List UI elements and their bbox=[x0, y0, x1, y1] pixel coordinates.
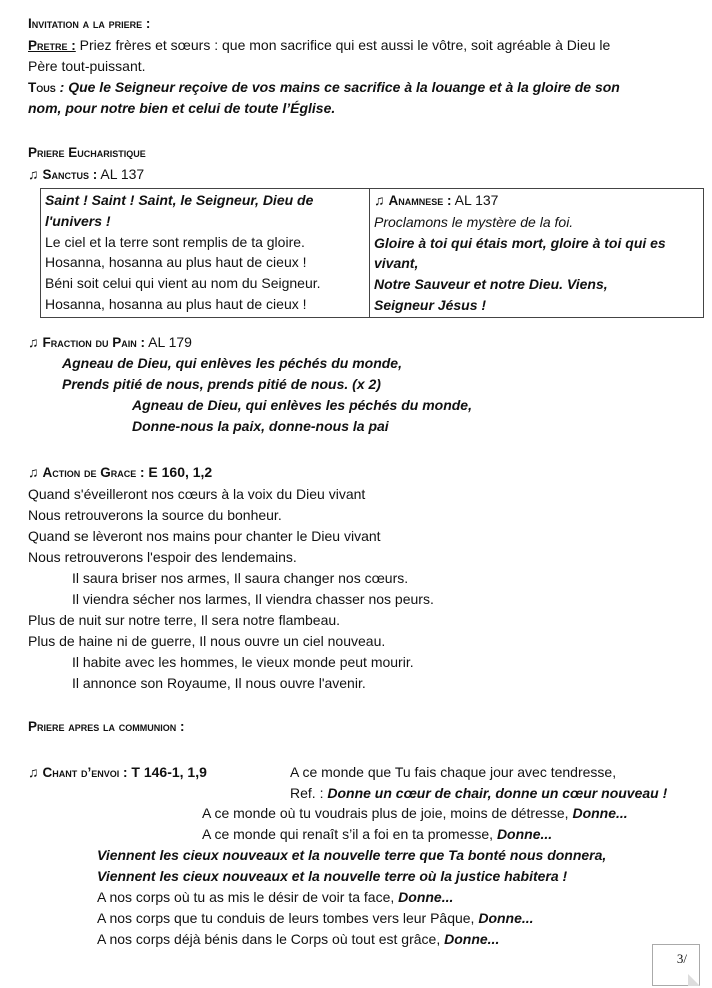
envoi-text: A nos corps que tu conduis de leurs tombes vers leur Pâque, bbox=[97, 910, 479, 926]
sanctus-line: Hosanna, hosanna au plus haut de cieux ! bbox=[45, 295, 307, 312]
envoi-line bbox=[202, 824, 552, 844]
tous-text-cont: nom, pour notre bien et celui de toute l’Église. bbox=[28, 100, 336, 116]
fraction-line: Agneau de Dieu, qui enlèves les péchés du monde, bbox=[62, 355, 402, 371]
chant-envoi-ref: T 146-1, 1,9 bbox=[127, 764, 207, 780]
action-line: Nous retrouverons l'espoir des lendemains. bbox=[28, 549, 297, 565]
action-line: Il annonce son Royaume, Il nous ouvre l'avenir. bbox=[72, 675, 366, 691]
envoi-line bbox=[97, 887, 453, 907]
fraction-line: Donne-nous la paix, donne-nous la pai bbox=[132, 418, 389, 434]
fraction-heading bbox=[28, 332, 192, 353]
music-note-icon: ♫ bbox=[28, 464, 39, 480]
sanctus-line: Béni soit celui qui vient au nom du Seigneur. bbox=[45, 275, 321, 292]
music-note-icon: ♫ bbox=[28, 334, 39, 350]
invitation-heading: Invitation a la priere : bbox=[28, 16, 151, 31]
music-note-icon: ♫ bbox=[28, 764, 39, 780]
refrain-text: Donne un cœur de chair, donne un cœur nouveau ! bbox=[327, 785, 668, 801]
tous-text: : Que le Seigneur reçoive de vos mains ce sacrifice à la louange et à la gloire de son bbox=[55, 79, 620, 95]
pretre-line bbox=[28, 35, 610, 56]
action-line: Il viendra sécher nos larmes, Il viendra chasser nos peurs. bbox=[72, 591, 434, 607]
action-line: Quand se lèveront nos mains pour chanter le Dieu vivant bbox=[28, 528, 381, 544]
page-number: 3/ bbox=[676, 951, 687, 966]
action-de-grace-label: Action de Grace : bbox=[42, 465, 145, 480]
envoi-refrain bbox=[290, 783, 667, 803]
envoi-line bbox=[202, 803, 628, 823]
anamnese-ref: AL 137 bbox=[451, 192, 499, 208]
ref-label: Ref. : bbox=[290, 785, 328, 801]
envoi-line bbox=[97, 908, 534, 928]
action-line: Plus de nuit sur notre terre, Il sera notre flambeau. bbox=[28, 612, 341, 628]
anamnese-line: Seigneur Jésus ! bbox=[374, 296, 487, 313]
action-line: Plus de haine ni de guerre, Il nous ouvre un ciel nouveau. bbox=[28, 633, 386, 649]
anamnese-label: Anamnese : bbox=[388, 193, 452, 208]
envoi-text: A nos corps où tu as mis le désir de voir ta face, bbox=[97, 889, 399, 905]
chant-envoi-label: Chant d’envoi : bbox=[42, 765, 128, 780]
anamnese-intro: Proclamons le mystère de la foi. bbox=[374, 213, 574, 230]
fraction-line: Prends pitié de nous, prends pitié de nous. (x 2) bbox=[62, 376, 381, 392]
tous-line bbox=[28, 77, 620, 98]
anamnese-cell bbox=[370, 189, 704, 318]
sanctus-label: Sanctus : bbox=[42, 167, 98, 182]
sanctus-anamnese-table bbox=[40, 188, 704, 318]
sanctus-line: l'univers ! bbox=[45, 212, 111, 229]
chant-envoi-heading bbox=[28, 762, 207, 783]
music-note-icon: ♫ bbox=[374, 192, 385, 208]
fraction-label: Fraction du Pain : bbox=[42, 335, 145, 350]
pretre-text-cont: Père tout-puissant. bbox=[28, 58, 146, 74]
sanctus-heading bbox=[28, 164, 144, 185]
page-fold-icon bbox=[688, 974, 700, 986]
music-note-icon: ♫ bbox=[28, 166, 39, 182]
priere-eucharistique-heading: Priere Eucharistique bbox=[28, 145, 146, 160]
fraction-line: Agneau de Dieu, qui enlèves les péchés du monde, bbox=[132, 397, 472, 413]
anamnese-line: Gloire à toi qui étais mort, gloire à toi qui es bbox=[374, 234, 666, 251]
envoi-line: Viennent les cieux nouveaux et la nouvelle terre que Ta bonté nous donnera, bbox=[97, 847, 607, 863]
anamnese-line: vivant, bbox=[374, 255, 419, 272]
envoi-line: A ce monde que Tu fais chaque jour avec tendresse, bbox=[290, 764, 617, 780]
donne-text: Donne... bbox=[398, 889, 454, 905]
sanctus-line: Le ciel et la terre sont remplis de ta gloire. bbox=[45, 233, 305, 250]
pretre-label: Pretre : bbox=[28, 38, 76, 53]
envoi-line bbox=[97, 929, 499, 949]
donne-text: Donne... bbox=[444, 931, 500, 947]
sanctus-line: Saint ! Saint ! Saint, le Seigneur, Dieu de bbox=[45, 192, 314, 208]
envoi-text: A ce monde où tu voudrais plus de joie, moins de détresse, bbox=[202, 805, 573, 821]
page-number-box bbox=[652, 944, 700, 986]
envoi-text: A nos corps déjà bénis dans le Corps où tout est grâce, bbox=[97, 931, 445, 947]
sanctus-cell bbox=[41, 189, 370, 318]
action-line: Il habite avec les hommes, le vieux monde peut mourir. bbox=[72, 654, 414, 670]
donne-text: Donne... bbox=[572, 805, 628, 821]
action-line: Il saura briser nos armes, Il saura changer nos cœurs. bbox=[72, 570, 409, 586]
anamnese-heading bbox=[374, 190, 699, 212]
envoi-line: Viennent les cieux nouveaux et la nouvelle terre où la justice habitera ! bbox=[97, 868, 568, 884]
anamnese-line: Notre Sauveur et notre Dieu. Viens, bbox=[374, 276, 608, 293]
action-de-grace-heading bbox=[28, 462, 212, 483]
pretre-text: Priez frères et sœurs : que mon sacrifice qui est aussi le vôtre, soit agréable à Dieu le bbox=[75, 37, 611, 53]
action-line: Nous retrouverons la source du bonheur. bbox=[28, 507, 282, 523]
tous-label: Tous bbox=[28, 80, 56, 95]
priere-apres-communion-heading: Priere apres la communion : bbox=[28, 719, 185, 734]
envoi-text: A ce monde qui renaît s’il a foi en ta promesse, bbox=[202, 826, 497, 842]
donne-text: Donne... bbox=[496, 826, 553, 842]
action-de-grace-ref: E 160, 1,2 bbox=[144, 464, 213, 480]
sanctus-line: Hosanna, hosanna au plus haut de cieux ! bbox=[45, 254, 307, 271]
fraction-ref: AL 179 bbox=[145, 334, 192, 350]
sanctus-ref: AL 137 bbox=[97, 166, 145, 182]
action-line: Quand s'éveilleront nos cœurs à la voix du Dieu vivant bbox=[28, 486, 366, 502]
donne-text: Donne... bbox=[478, 910, 534, 926]
